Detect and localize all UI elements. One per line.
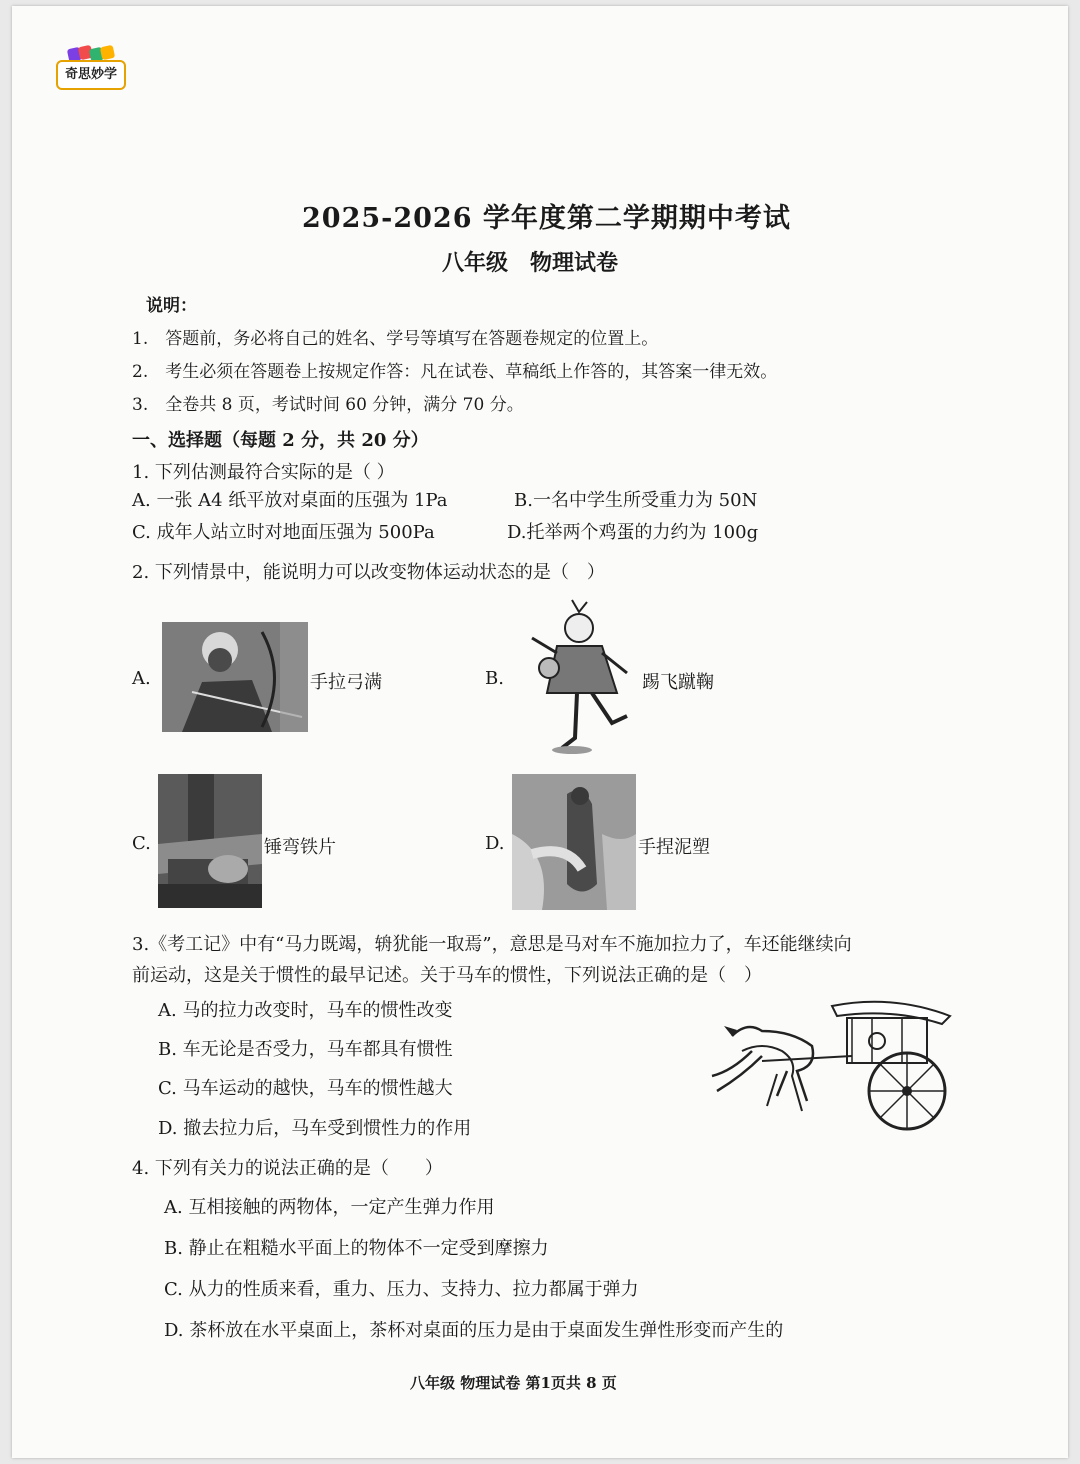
cuju-illustration	[517, 598, 647, 758]
exam-subtitle: 八年级 物理试卷	[442, 250, 619, 276]
q1-option-c: C. 成年人站立时对地面压强为 500Pa	[132, 522, 435, 543]
q1-option-b: B.一名中学生所受重力为 50N	[514, 490, 758, 511]
q1-stem: 1. 下列估测最符合实际的是（ ）	[132, 462, 395, 483]
q3-stem-line1: 3.《考工记》中有“马力既竭，辀犹能一取焉”，意思是马对车不施加拉力了，车还能继续向	[132, 934, 852, 955]
logo-text: 奇思妙学	[56, 60, 126, 90]
q1-option-d: D.托举两个鸡蛋的力约为 100g	[507, 522, 759, 543]
exam-page	[12, 6, 1068, 1458]
q3-option-b: B. 车无论是否受力，马车都具有惯性	[158, 1039, 453, 1060]
q4-option-c: C. 从力的性质来看，重力、压力、支持力、拉力都属于弹力	[164, 1279, 639, 1300]
q2-caption-d: 手捏泥塑	[638, 837, 710, 858]
q3-stem-line2: 前运动，这是关于惯性的最早记述。关于马车的惯性，下列说法正确的是（ ）	[132, 965, 762, 986]
hammer-photo	[158, 774, 262, 908]
q4-stem: 4. 下列有关力的说法正确的是（ ）	[132, 1158, 443, 1179]
exam-title: 2025-2026 学年度第二学期期中考试	[302, 203, 791, 234]
q3-option-c: C. 马车运动的越快，马车的惯性越大	[158, 1078, 453, 1099]
instruction-item-2: 2. 考生必须在答题卷上按规定作答：凡在试卷、草稿纸上作答的，其答案一律无效。	[132, 362, 778, 382]
q2-letter-b: B.	[485, 668, 504, 689]
q4-option-b: B. 静止在粗糙水平面上的物体不一定受到摩擦力	[164, 1238, 549, 1259]
q2-letter-d: D.	[485, 833, 505, 854]
archer-photo	[162, 622, 308, 732]
horse-chariot-illustration	[702, 996, 952, 1136]
q4-option-d: D. 茶杯放在水平桌面上，茶杯对桌面的压力是由于桌面发生弹性形变而产生的	[164, 1320, 784, 1341]
instruction-item-3: 3. 全卷共 8 页，考试时间 60 分钟，满分 70 分。	[132, 395, 524, 415]
q2-caption-c: 锤弯铁片	[264, 837, 336, 858]
brand-logo	[56, 48, 124, 88]
q2-letter-a: A.	[132, 668, 151, 689]
q2-caption-a: 手拉弓满	[310, 672, 382, 693]
q1-option-a: A. 一张 A4 纸平放对桌面的压强为 1Pa	[132, 490, 448, 511]
q2-stem: 2. 下列情景中，能说明力可以改变物体运动状态的是（ ）	[132, 562, 605, 583]
q2-caption-b: 踢飞蹴鞠	[642, 672, 714, 693]
clay-sculpture-photo	[512, 774, 636, 910]
instruction-item-1: 1. 答题前，务必将自己的姓名、学号等填写在答题卷规定的位置上。	[132, 329, 659, 349]
q3-option-d: D. 撤去拉力后，马车受到惯性力的作用	[158, 1118, 472, 1139]
q4-option-a: A. 互相接触的两物体，一定产生弹力作用	[164, 1197, 495, 1218]
section-heading: 一、选择题（每题 2 分，共 20 分）	[132, 430, 429, 451]
instructions-heading: 说明：	[146, 296, 197, 316]
q2-letter-c: C.	[132, 833, 151, 854]
q3-option-a: A. 马的拉力改变时，马车的惯性改变	[158, 1000, 453, 1021]
page-footer: 八年级 物理试卷 第1页共 8 页	[410, 1374, 617, 1392]
